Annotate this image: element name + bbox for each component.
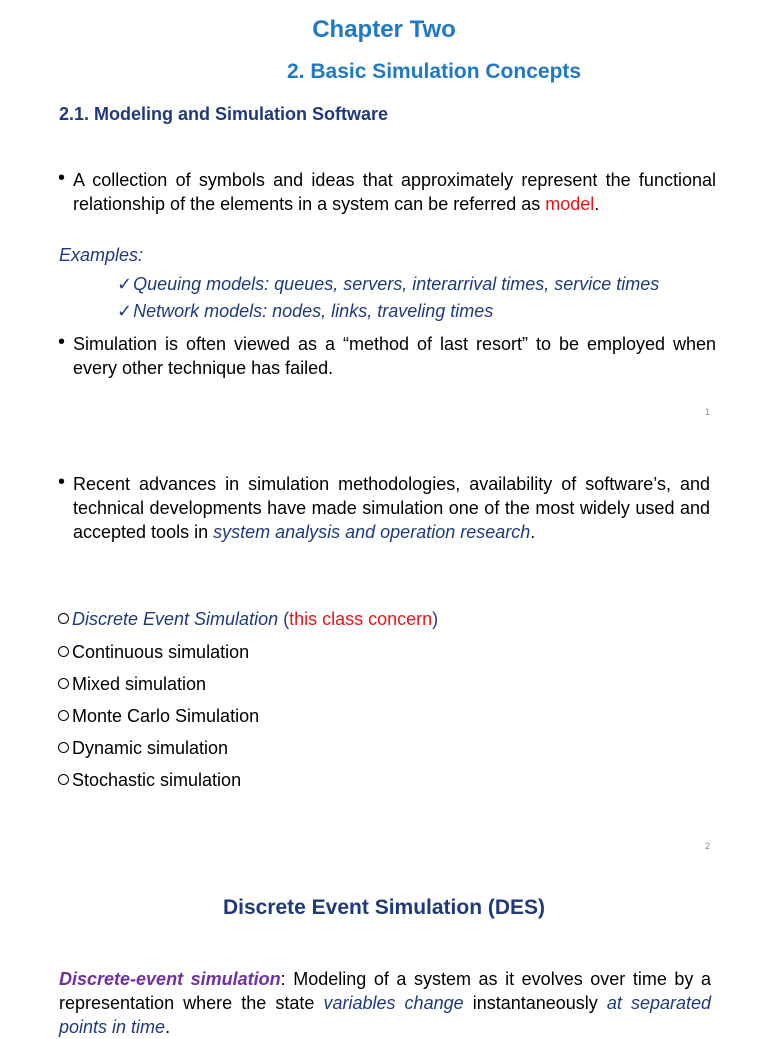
bullet-dot-icon: • <box>58 471 66 493</box>
des-text: Modeling of a system as it evolves over time by a representation where the state <box>59 969 711 1013</box>
simulation-type-item <box>58 704 259 728</box>
class-concern-note: this class concern <box>289 609 433 629</box>
highlight-model: model <box>545 194 595 214</box>
highlight-system-analysis: system analysis and operation research <box>213 522 531 542</box>
des-definition <box>59 967 711 1039</box>
checkmark-icon: ✓ <box>117 301 133 321</box>
circle-bullet-icon <box>58 742 69 753</box>
type-des: Discrete Event Simulation <box>72 609 279 629</box>
bullet-text: A collection of symbols and ideas that approximately represent the functional relationship of the elements in a system can be referred as <box>73 170 716 214</box>
page-number: 1 <box>705 407 711 417</box>
highlight-variables-change: variables change <box>323 993 464 1013</box>
example-item <box>117 272 659 296</box>
paren-close: ) <box>432 609 439 629</box>
example-item <box>117 299 493 323</box>
bullet-dot-icon: • <box>58 331 66 353</box>
des-text: instantaneously <box>463 993 607 1013</box>
highlight-separated-points: at separated points in time <box>59 993 712 1037</box>
simulation-type-item <box>58 607 438 631</box>
simulation-type-item <box>58 640 249 664</box>
des-title: Discrete Event Simulation (DES) <box>222 896 546 919</box>
page-number: 2 <box>705 841 711 851</box>
bullet-text-end: . <box>594 194 600 214</box>
circle-bullet-icon <box>58 678 69 689</box>
chapter-title: Chapter Two <box>312 16 456 43</box>
simulation-type-item <box>58 768 241 792</box>
bullet-text: Simulation is often viewed as a “method of last resort” to be employed when every other technique has failed. <box>73 334 716 378</box>
circle-bullet-icon <box>58 646 69 657</box>
type-label: Dynamic simulation <box>72 738 229 758</box>
section-title: 2.1. Modeling and Simulation Software <box>59 104 389 124</box>
des-text-end: . <box>165 1017 171 1037</box>
bullet-model-definition <box>58 168 716 216</box>
paren-open: ( <box>278 609 290 629</box>
bullet-recent-advances <box>58 472 710 544</box>
circle-bullet-icon <box>58 774 69 785</box>
chapter-subtitle: 2. Basic Simulation Concepts <box>287 60 582 83</box>
bullet-dot-icon: • <box>58 167 66 189</box>
examples-label: Examples: <box>59 245 144 265</box>
checkmark-icon: ✓ <box>117 274 133 294</box>
simulation-type-item <box>58 672 206 696</box>
simulation-type-item <box>58 736 228 760</box>
type-label: Continuous simulation <box>72 642 250 662</box>
type-label: Stochastic simulation <box>72 770 242 790</box>
bullet-text-end: . <box>530 522 536 542</box>
type-label: Monte Carlo Simulation <box>72 706 260 726</box>
example-text: Queuing models: queues, servers, interarrival times, service times <box>133 274 660 294</box>
bullet-text: Recent advances in simulation methodologies, availability of software’s, and technical developments have made simulation one of the most widely used and accepted tools in <box>73 474 710 542</box>
type-label: Mixed simulation <box>72 674 207 694</box>
bullet-last-resort <box>58 332 716 380</box>
circle-bullet-icon <box>58 710 69 721</box>
des-colon: : <box>280 969 286 989</box>
des-term: Discrete-event simulation <box>59 969 281 989</box>
example-text: Network models: nodes, links, traveling times <box>133 301 494 321</box>
circle-bullet-icon <box>58 613 69 624</box>
